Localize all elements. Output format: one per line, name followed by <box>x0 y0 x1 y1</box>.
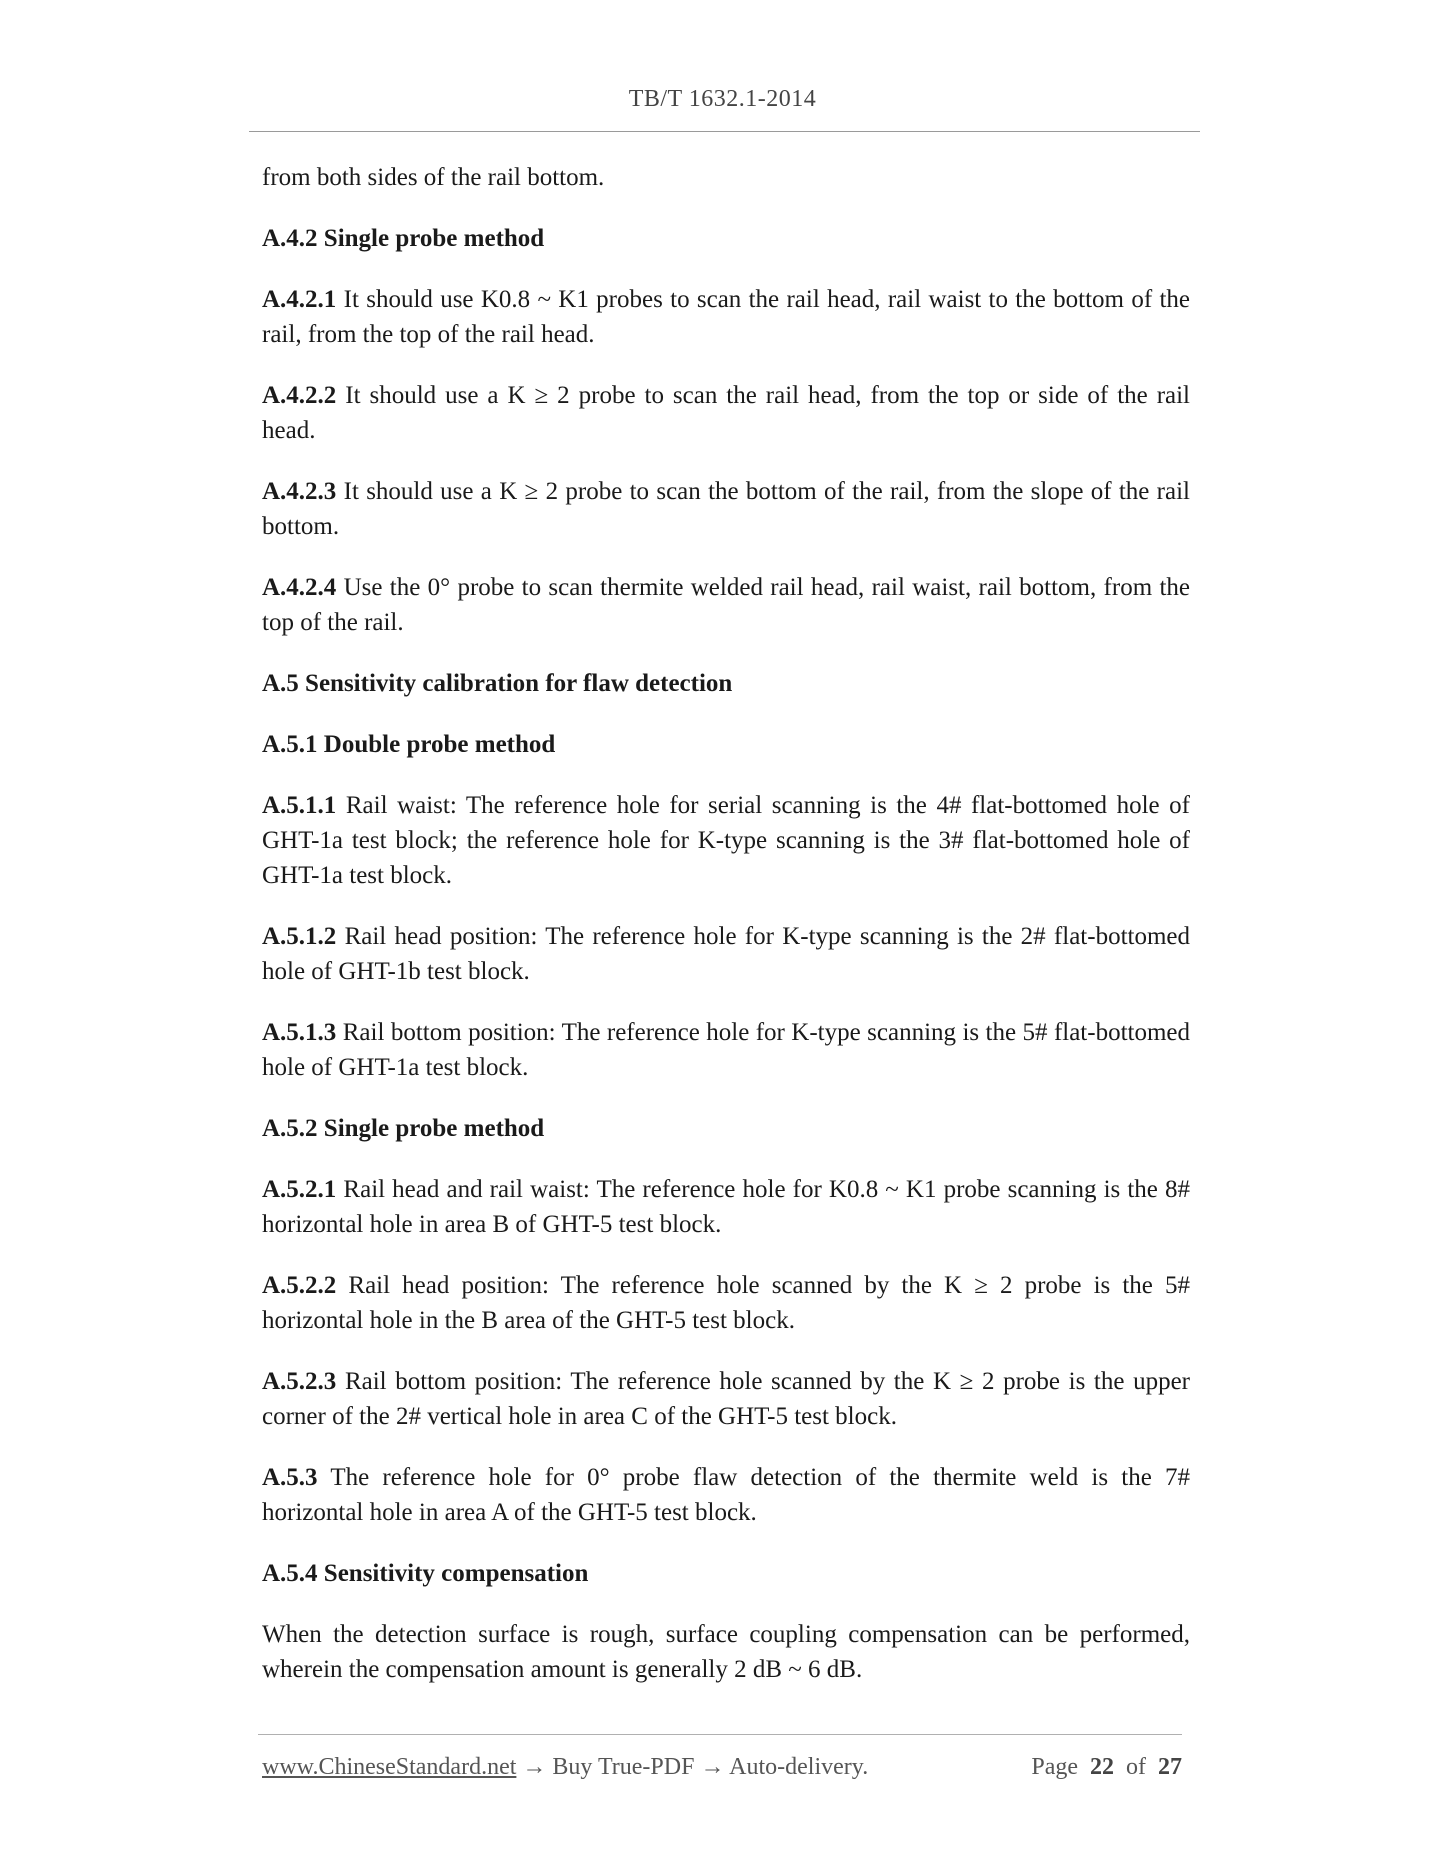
clause-text: Rail head and rail waist: The reference hole for K0.8 ~ K1 probe scanning is the 8# horizontal hole in area B of GHT-5 test block. <box>262 1176 1191 1238</box>
clause-paragraph <box>262 160 1190 195</box>
clause-number: A.5.2.3 <box>262 1368 337 1395</box>
clause-paragraph <box>262 474 1190 544</box>
clause-text: It should use a K ≥ 2 probe to scan the rail head, from the top or side of the rail head. <box>262 382 1191 444</box>
document-header: TB/T 1632.1-2014 <box>628 86 817 112</box>
clause-number: A.4.2.4 <box>262 574 337 601</box>
section-heading: A.5.2 Single probe method <box>262 1115 545 1142</box>
clause-paragraph <box>262 1015 1190 1085</box>
page-number <box>1031 1754 1182 1781</box>
clause-number: A.4.2.1 <box>262 286 337 313</box>
clause-text: Rail bottom position: The reference hole scanned by the K ≥ 2 probe is the upper corner of the 2# vertical hole in area C of the GHT-5 test block. <box>262 1368 1191 1430</box>
page-footer <box>262 1754 1182 1790</box>
header-divider <box>249 131 1200 132</box>
clause-text: Rail bottom position: The reference hole for K-type scanning is the 5# flat-bottomed hole of GHT-1a test block. <box>262 1019 1191 1081</box>
clause-paragraph <box>262 1268 1190 1338</box>
clause-text: It should use K0.8 ~ K1 probes to scan the rail head, rail waist to the bottom of the rail, from the top of the rail head. <box>262 286 1190 348</box>
clause-paragraph <box>262 1617 1190 1687</box>
section-heading: A.5 Sensitivity calibration for flaw detection <box>262 670 733 697</box>
clause-paragraph <box>262 919 1190 989</box>
clause-text: Rail head position: The reference hole scanned by the K ≥ 2 probe is the 5# horizontal hole in the B area of the GHT-5 test block. <box>262 1272 1190 1334</box>
document-body <box>262 160 1190 1713</box>
page-total: 27 <box>1158 1754 1182 1780</box>
section-heading: A.5.1 Double probe method <box>262 731 556 758</box>
clause-paragraph <box>262 1172 1190 1242</box>
clause-text: When the detection surface is rough, surface coupling compensation can be performed, wherein the compensation amount is generally 2 dB ~ 6 dB. <box>262 1621 1190 1683</box>
section-heading: A.5.4 Sensitivity compensation <box>262 1560 589 1587</box>
arrow-icon: → <box>700 1754 725 1780</box>
clause-paragraph <box>262 1364 1190 1434</box>
website-link[interactable]: www.ChineseStandard.net <box>262 1754 517 1780</box>
clause-text: It should use a K ≥ 2 probe to scan the bottom of the rail, from the slope of the rail bottom. <box>262 478 1190 540</box>
clause-number: A.5.2.2 <box>262 1272 337 1299</box>
footer-divider <box>258 1734 1182 1735</box>
clause-paragraph <box>262 788 1190 893</box>
clause-text: The reference hole for 0° probe flaw detection of the thermite weld is the 7# horizontal hole in area A of the GHT-5 test block. <box>262 1464 1190 1526</box>
auto-delivery-text: Auto-delivery. <box>729 1754 869 1780</box>
page-label: Page <box>1031 1754 1078 1780</box>
clause-number: A.5.2.1 <box>262 1176 337 1203</box>
clause-number: A.4.2.2 <box>262 382 337 409</box>
footer-promo <box>262 1754 868 1781</box>
clause-number: A.5.3 <box>262 1464 318 1491</box>
clause-number: A.5.1.1 <box>262 792 337 819</box>
page-of-label: of <box>1126 1754 1146 1780</box>
clause-text: from both sides of the rail bottom. <box>262 164 605 191</box>
clause-paragraph <box>262 282 1190 352</box>
clause-number: A.4.2.3 <box>262 478 337 505</box>
clause-paragraph <box>262 570 1190 640</box>
clause-text: Rail waist: The reference hole for serial scanning is the 4# flat-bottomed hole of GHT-1a test block; the reference hole for K-type scanning is the 3# flat-bottomed hole of GHT-1a test block. <box>262 792 1191 889</box>
clause-paragraph <box>262 378 1190 448</box>
page-current: 22 <box>1090 1754 1114 1780</box>
clause-number: A.5.1.3 <box>262 1019 337 1046</box>
clause-text: Rail head position: The reference hole for K-type scanning is the 2# flat-bottomed hole of GHT-1b test block. <box>262 923 1190 985</box>
arrow-icon: → <box>522 1754 547 1780</box>
clause-number: A.5.1.2 <box>262 923 337 950</box>
clause-paragraph <box>262 1460 1190 1530</box>
buy-true-pdf-link[interactable]: Buy True-PDF <box>552 1754 695 1780</box>
section-heading: A.4.2 Single probe method <box>262 225 545 252</box>
clause-text: Use the 0° probe to scan thermite welded rail head, rail waist, rail bottom, from the top of the rail. <box>262 574 1190 636</box>
